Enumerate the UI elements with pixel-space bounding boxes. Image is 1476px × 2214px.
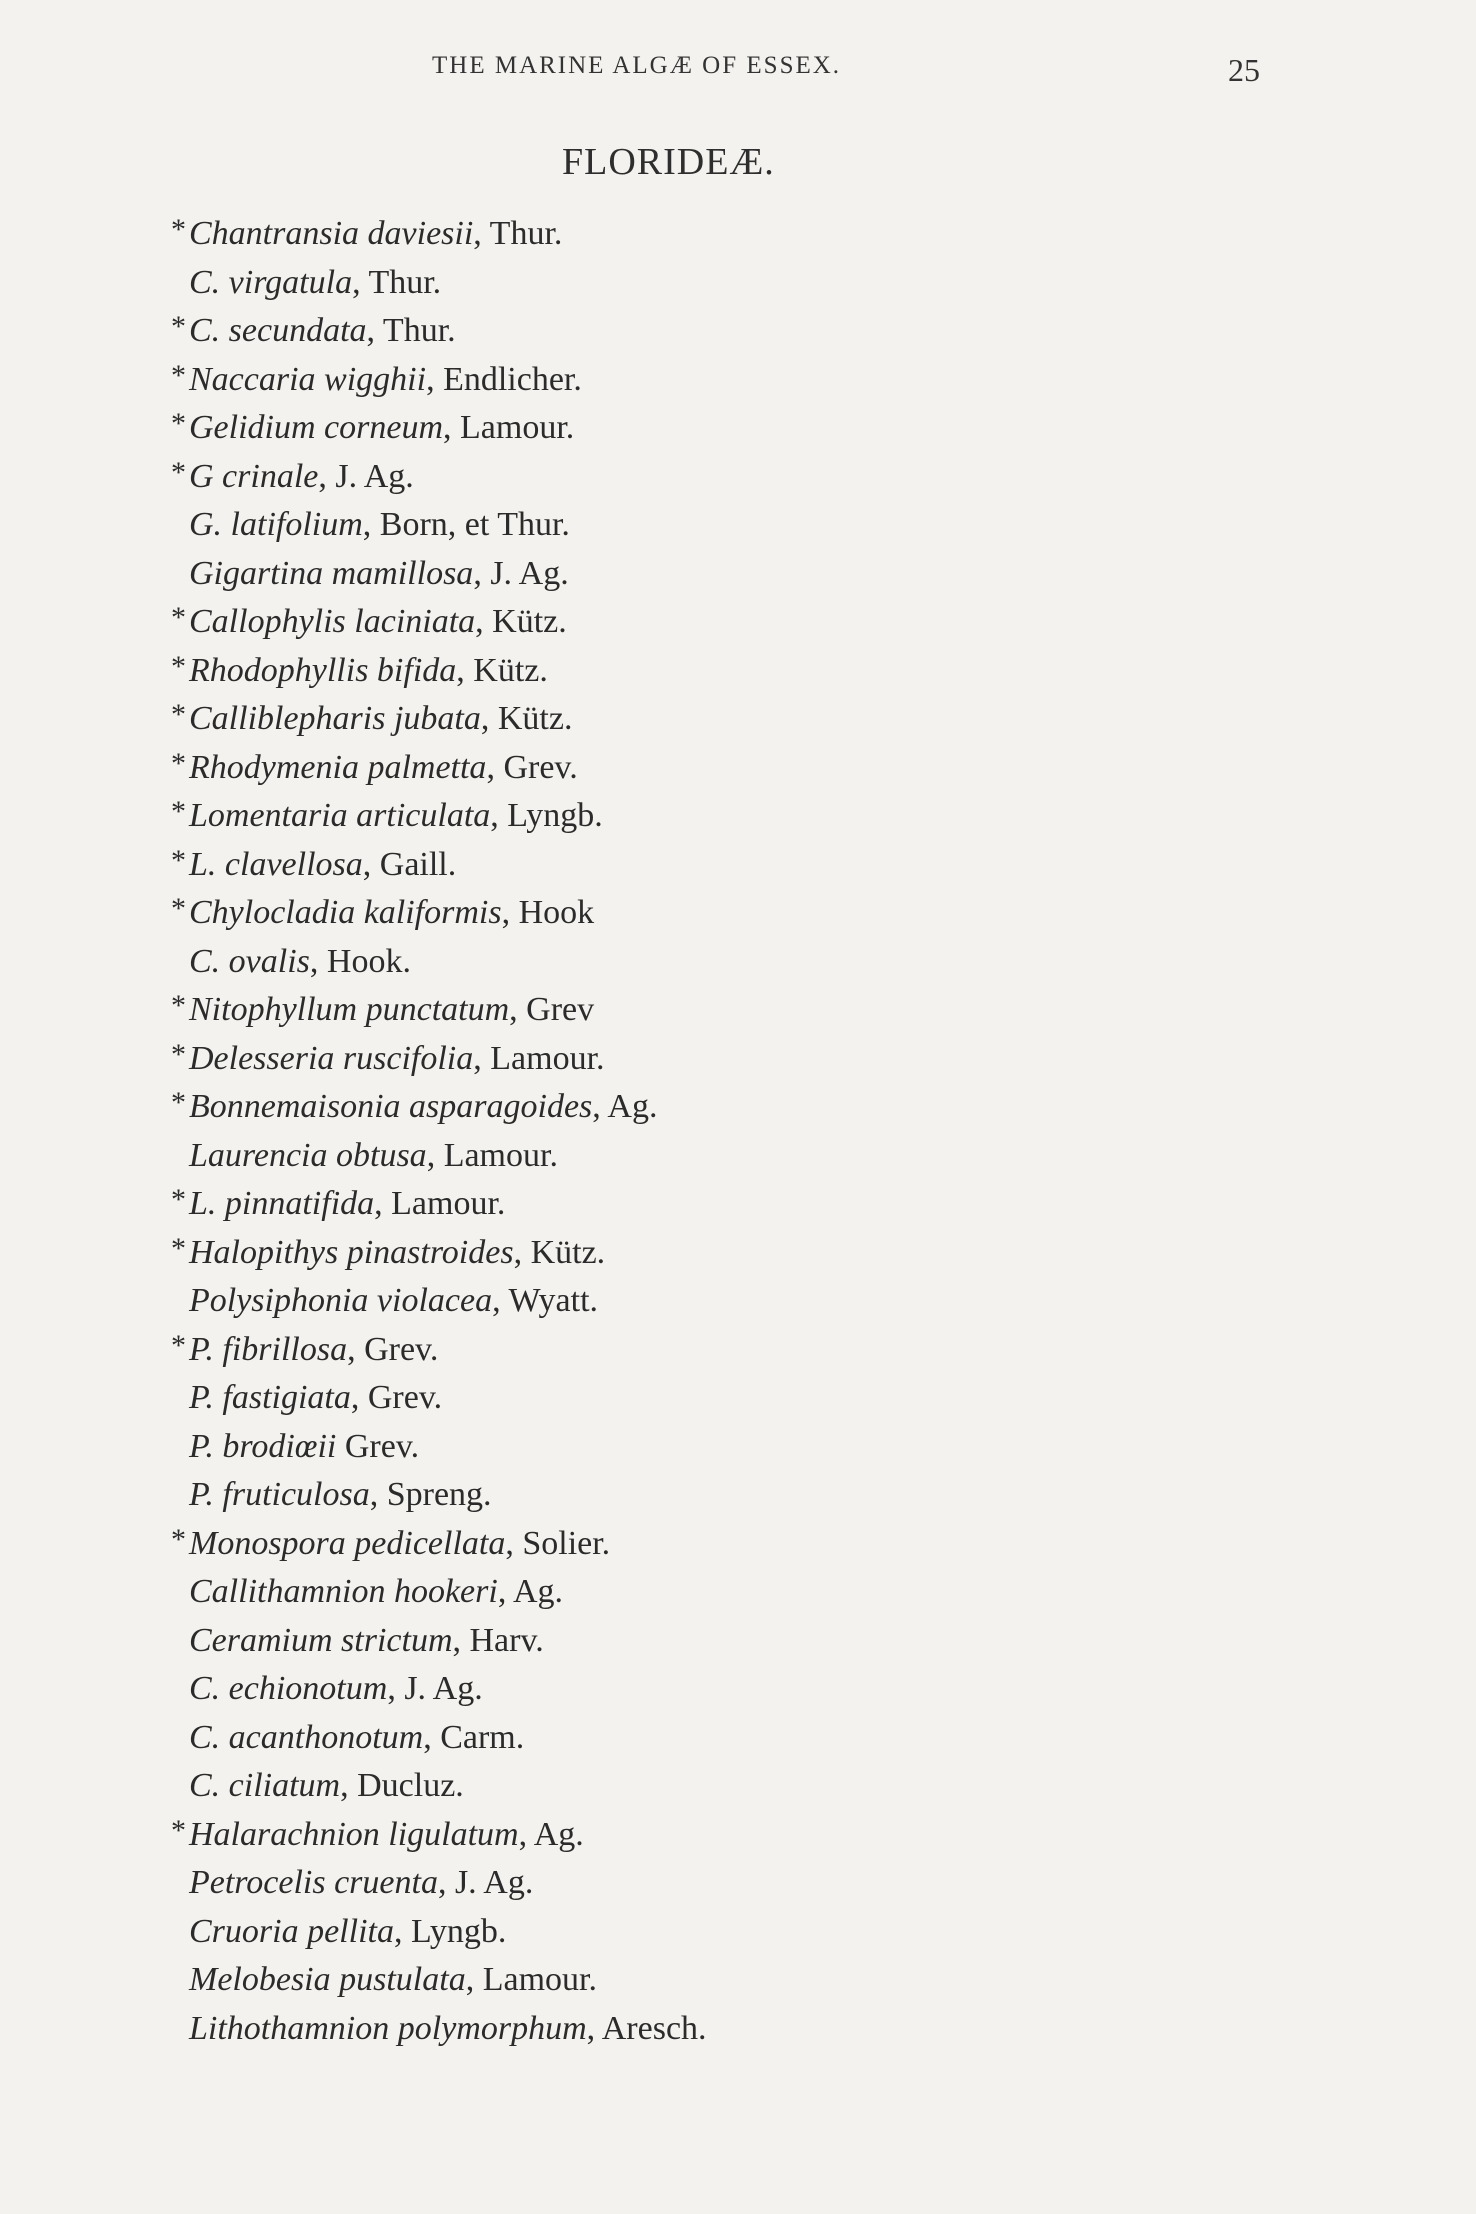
- species-name: G. latifolium: [189, 506, 363, 543]
- species-authority: , Born, et Thur.: [362, 506, 570, 543]
- asterisk-marker: *: [171, 1086, 186, 1119]
- asterisk-marker: *: [171, 213, 186, 246]
- species-entry: [150, 1665, 707, 1714]
- species-authority: , Lyngb.: [393, 1912, 507, 1950]
- asterisk-marker: *: [171, 1813, 186, 1847]
- species-authority: , Lamour.: [443, 409, 575, 446]
- species-entry: [150, 1423, 707, 1472]
- species-entry: [150, 1762, 707, 1811]
- asterisk-marker: *: [171, 1037, 186, 1071]
- asterisk-marker: *: [171, 649, 186, 683]
- species-name: C. ciliatum: [189, 1767, 341, 1804]
- species-entry: [150, 1714, 707, 1763]
- species-authority: , Grev.: [350, 1379, 443, 1416]
- species-entry: [150, 453, 707, 502]
- asterisk-marker: *: [171, 795, 186, 828]
- species-authority: , Spreng.: [369, 1476, 492, 1513]
- species-name: Rhodophyllis bifida: [189, 651, 457, 689]
- species-authority: , Endlicher.: [426, 360, 582, 398]
- species-entry: [150, 1520, 707, 1569]
- species-entry: [150, 938, 707, 987]
- species-authority: , Kütz.: [475, 603, 567, 640]
- species-authority: , Thur.: [352, 263, 442, 301]
- species-authority: , Ag.: [592, 1088, 658, 1125]
- species-authority: , Lamour.: [426, 1136, 558, 1174]
- asterisk-marker: *: [171, 746, 186, 780]
- species-authority: , J. Ag.: [437, 1864, 534, 1901]
- species-entry: [150, 356, 707, 405]
- species-authority: , Thur.: [366, 312, 456, 349]
- species-name: C. acanthonotum: [189, 1718, 424, 1756]
- species-name: Lithothamnion polymorphum: [189, 2009, 587, 2047]
- species-authority: , Grev: [509, 991, 595, 1028]
- species-entry: [150, 1277, 707, 1326]
- species-name: Gigartina mamillosa: [189, 554, 474, 592]
- species-name: C. secundata: [189, 312, 367, 349]
- species-authority: , J. Ag.: [318, 457, 414, 495]
- asterisk-marker: *: [171, 989, 186, 1022]
- species-name: Laurencia obtusa: [189, 1136, 427, 1174]
- species-authority: , Carm.: [423, 1718, 525, 1756]
- species-name: P. fibrillosa: [189, 1330, 348, 1368]
- species-entry: [150, 1908, 707, 1957]
- species-name: Calliblepharis jubata: [189, 700, 481, 737]
- species-entry: [150, 841, 707, 890]
- species-name: Gelidium corneum: [189, 409, 444, 446]
- species-entry: [150, 792, 707, 841]
- species-entry: [150, 1568, 707, 1617]
- species-entry: [150, 1132, 707, 1181]
- species-authority: , Solier.: [505, 1524, 611, 1562]
- species-authority: , Grev.: [347, 1330, 439, 1368]
- species-entry: [150, 1617, 707, 1666]
- species-name: Ceramium strictum: [189, 1621, 453, 1659]
- asterisk-marker: *: [171, 1522, 186, 1556]
- species-entry: [150, 1471, 707, 1520]
- species-entry: [150, 307, 707, 356]
- species-authority: , Hook.: [309, 942, 411, 980]
- species-name: Halopithys pinastroides: [189, 1233, 514, 1271]
- species-entry: [150, 1180, 707, 1229]
- species-name: Chylocladia kaliformis: [189, 894, 502, 931]
- species-authority: , Kütz.: [480, 700, 573, 737]
- species-name: Lomentaria articulata: [189, 797, 491, 834]
- species-name: P. fastigiata: [189, 1379, 351, 1416]
- species-name: Bonnemaisonia asparagoides: [189, 1088, 593, 1125]
- species-entry: [150, 695, 707, 744]
- species-authority: , J. Ag.: [473, 554, 569, 592]
- species-entry: [150, 1374, 707, 1423]
- species-authority: , Lyngb.: [490, 797, 603, 834]
- species-authority: , Kütz.: [513, 1233, 606, 1271]
- species-authority: , Grev.: [486, 748, 578, 786]
- species-entry: [150, 1083, 707, 1132]
- asterisk-marker: *: [171, 407, 186, 440]
- asterisk-marker: *: [171, 1183, 186, 1216]
- species-name: Nitophyllum punctatum: [189, 991, 510, 1028]
- species-name: Chantransia daviesii: [189, 215, 474, 252]
- species-entry: [150, 404, 707, 453]
- species-entry: [150, 259, 707, 308]
- species-name: Melobesia pustulata: [189, 1961, 466, 1998]
- species-name: C. virgatula: [189, 263, 353, 301]
- asterisk-marker: *: [171, 892, 186, 925]
- species-name: L. clavellosa: [189, 845, 363, 883]
- species-authority: Grev.: [336, 1427, 420, 1465]
- asterisk-marker: *: [171, 1231, 186, 1265]
- species-authority: , J. Ag.: [387, 1670, 483, 1707]
- section-title: FLORIDEÆ.: [562, 141, 775, 183]
- species-authority: , Ag.: [518, 1815, 584, 1853]
- species-name: Callophylis laciniata: [189, 603, 476, 640]
- species-entry: [150, 1229, 707, 1278]
- species-authority: , Lamour.: [374, 1185, 506, 1222]
- species-name: C. echionotum: [189, 1670, 388, 1707]
- species-entry: [150, 986, 707, 1035]
- species-name: Halarachnion ligulatum: [189, 1815, 519, 1853]
- species-name: Naccaria wigghii: [189, 360, 427, 398]
- species-list: [150, 210, 707, 2053]
- species-authority: , Gaill.: [362, 845, 457, 883]
- species-name: Petrocelis cruenta: [189, 1864, 438, 1901]
- species-entry: [150, 1035, 707, 1084]
- species-authority: , Lamour.: [465, 1961, 597, 1998]
- species-authority: , Harv.: [452, 1621, 544, 1659]
- species-name: P. brodiœii: [189, 1427, 337, 1465]
- species-entry: [150, 1859, 707, 1908]
- species-name: Rhodymenia palmetta: [189, 748, 487, 786]
- asterisk-marker: *: [171, 843, 186, 877]
- species-authority: , Ag.: [497, 1573, 564, 1610]
- species-name: P. fruticulosa: [189, 1476, 370, 1513]
- asterisk-marker: *: [171, 310, 186, 343]
- species-entry: [150, 550, 707, 599]
- asterisk-marker: *: [171, 358, 186, 392]
- asterisk-marker: *: [171, 455, 186, 489]
- species-name: Polysiphonia violacea: [189, 1282, 493, 1319]
- species-entry: [150, 210, 707, 259]
- species-authority: , Hook: [501, 894, 595, 931]
- species-entry: [150, 744, 707, 793]
- species-name: C. ovalis: [189, 942, 310, 980]
- species-name: Delesseria ruscifolia: [189, 1039, 474, 1077]
- page-number: 25: [1228, 52, 1260, 88]
- species-authority: , Lamour.: [473, 1039, 605, 1077]
- species-entry: [150, 1811, 707, 1860]
- species-entry: [150, 598, 707, 647]
- species-authority: , Kütz.: [456, 651, 548, 689]
- asterisk-marker: *: [171, 601, 186, 634]
- running-title: THE MARINE ALGÆ OF ESSEX.: [432, 52, 842, 79]
- species-name: L. pinnatifida: [189, 1185, 375, 1222]
- asterisk-marker: *: [171, 1328, 186, 1362]
- species-authority: , Thur.: [473, 215, 563, 252]
- species-entry: [150, 647, 707, 696]
- species-entry: [150, 2005, 707, 2054]
- species-name: Callithamnion hookeri: [189, 1573, 498, 1610]
- species-entry: [150, 889, 707, 938]
- species-name: Cruoria pellita: [189, 1912, 394, 1950]
- species-entry: [150, 1956, 707, 2005]
- species-name: Monospora pedicellata: [189, 1524, 506, 1562]
- species-authority: , Wyatt.: [492, 1282, 599, 1319]
- species-entry: [150, 501, 707, 550]
- asterisk-marker: *: [171, 698, 186, 731]
- species-authority: , Ducluz.: [340, 1767, 464, 1804]
- species-name: G crinale: [189, 457, 319, 495]
- species-entry: [150, 1326, 707, 1375]
- species-authority: , Aresch.: [586, 2009, 707, 2047]
